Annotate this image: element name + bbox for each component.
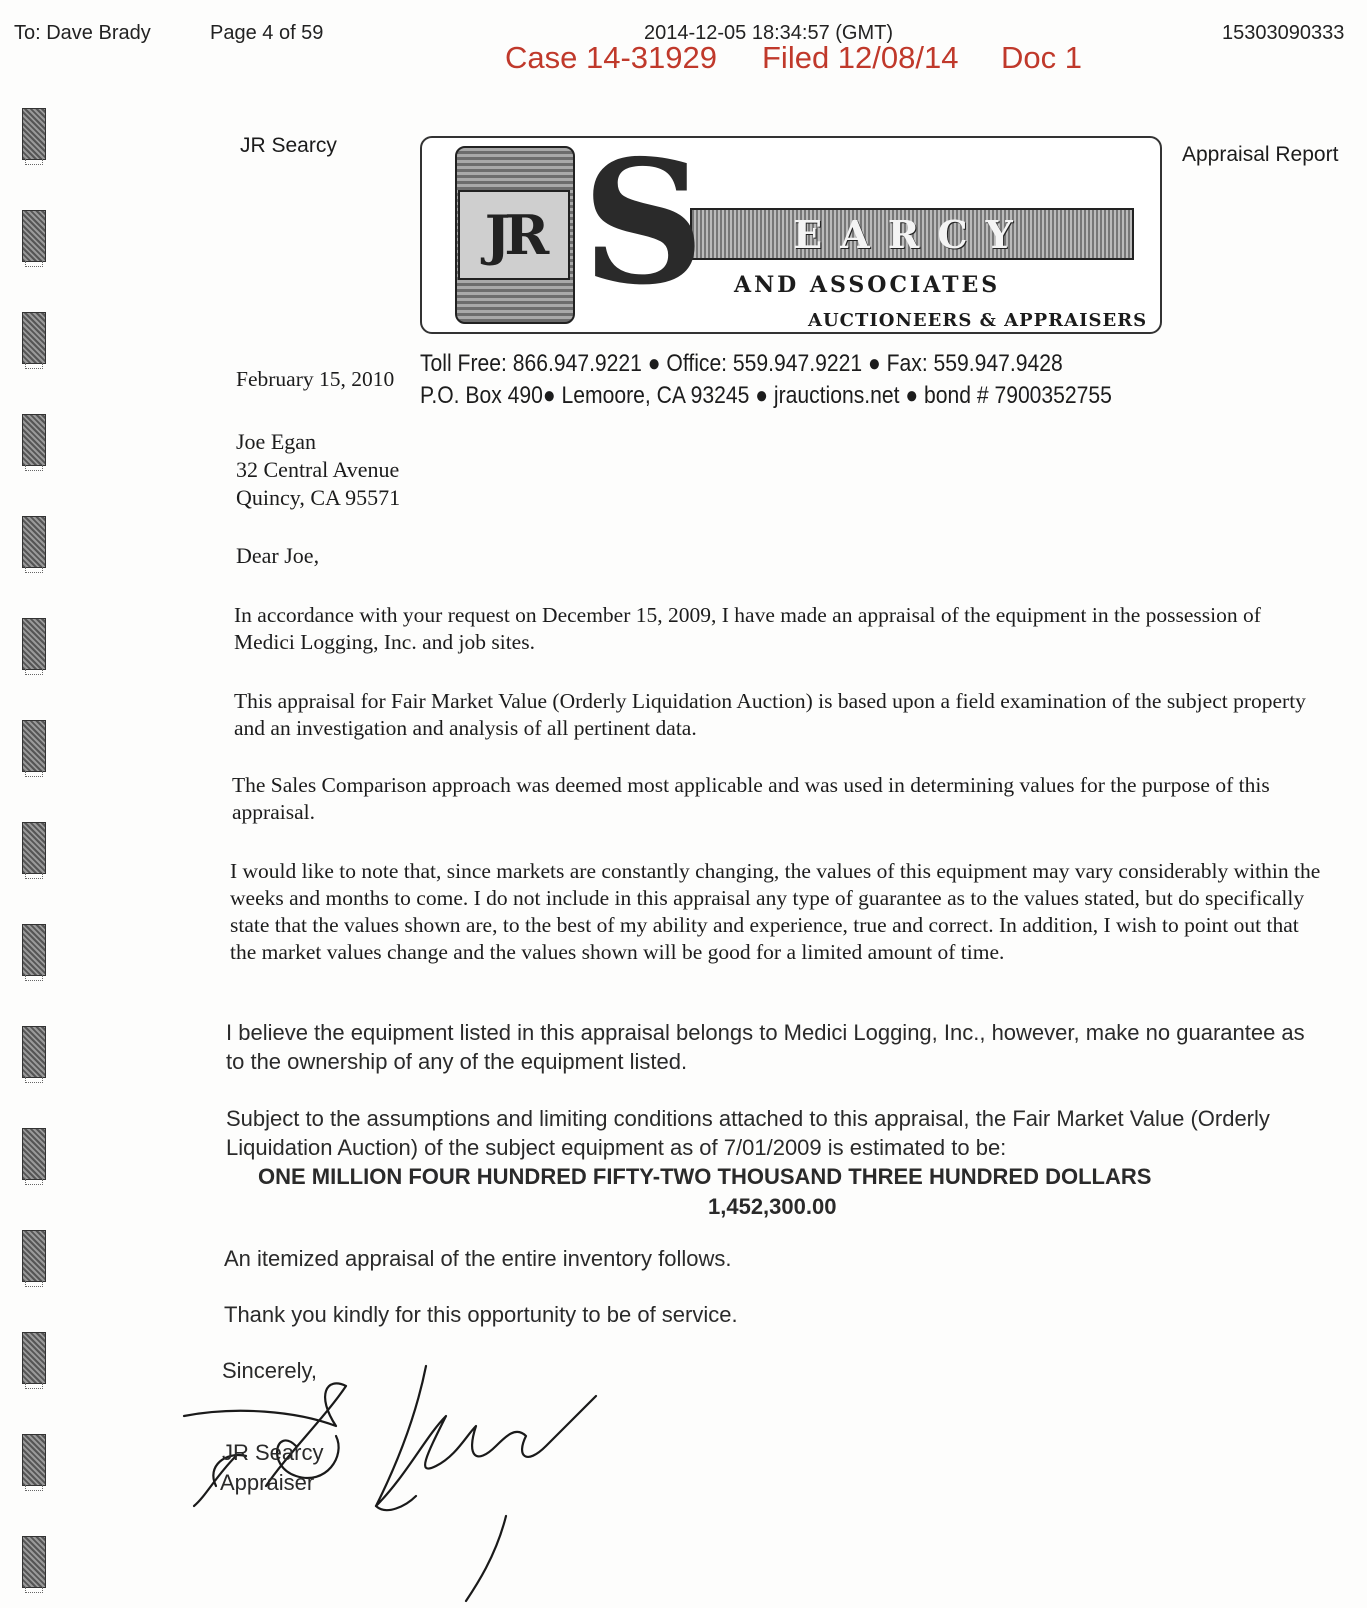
logo-name-bar: EARCY — [690, 208, 1134, 260]
letterhead-name: JR Searcy — [240, 134, 337, 157]
punch-mark — [22, 108, 46, 160]
closing: Sincerely, — [222, 1358, 317, 1383]
punch-mark — [22, 414, 46, 466]
salutation: Dear Joe, — [236, 543, 320, 568]
paragraph-ownership: I believe the equipment listed in this appraisal belongs to Medici Logging, Inc., however, make no guarantee as to the ownership of any of the equipment listed. — [226, 1020, 1305, 1074]
letter-date: February 15, 2010 — [236, 367, 395, 391]
logo-initials: JR — [458, 190, 570, 280]
signer-title: Appraiser — [220, 1470, 315, 1495]
contact-address-line: P.O. Box 490● Lemoore, CA 93245 ● jrauctions.net ● bond # 7900352755 — [420, 382, 1112, 409]
filed-date-stamp: Filed 12/08/14 — [762, 40, 959, 75]
logo-associates: AND ASSOCIATES — [734, 272, 1001, 298]
paragraph-approach: The Sales Comparison approach was deemed most applicable and was used in determining values for the purpose of this appraisal. — [232, 773, 1270, 824]
appraised-amount-words: ONE MILLION FOUR HUNDRED FIFTY-TWO THOUSAND THREE HUNDRED DOLLARS — [258, 1164, 1152, 1189]
punch-mark — [22, 1230, 46, 1282]
case-number-stamp: Case 14-31929 — [505, 40, 717, 75]
punch-mark — [22, 1026, 46, 1078]
punch-mark — [22, 210, 46, 262]
recipient-name: Joe Egan — [236, 429, 317, 454]
appraised-amount-number: 1,452,300.00 — [708, 1194, 837, 1219]
punch-mark — [22, 618, 46, 670]
doc-number-stamp: Doc 1 — [1001, 40, 1082, 75]
thank-you-line: Thank you kindly for this opportunity to be of service. — [224, 1302, 738, 1327]
punch-mark — [22, 720, 46, 772]
recipient-city: Quincy, CA 95571 — [236, 485, 401, 510]
punch-mark — [22, 924, 46, 976]
fax-number: 15303090333 — [1222, 22, 1345, 44]
punch-mark — [22, 1536, 46, 1588]
recipient-street: 32 Central Avenue — [236, 457, 400, 482]
paragraph-value: Subject to the assumptions and limiting conditions attached to this appraisal, the Fair Market Value (Orderly Liquidation Auction) of the subject equipment as of 7/01/2009 is estimated to be: — [226, 1106, 1270, 1160]
punch-mark — [22, 822, 46, 874]
fax-timestamp: 2014-12-05 18:34:57 (GMT) — [644, 22, 894, 44]
punch-mark — [22, 516, 46, 568]
signer-name: JR Searcy — [222, 1440, 324, 1465]
logo-big-letter: S — [582, 123, 705, 323]
fax-recipient: To: Dave Brady — [14, 22, 151, 44]
inventory-note: An itemized appraisal of the entire inventory follows. — [224, 1246, 732, 1271]
paragraph-market-note: I would like to note that, since markets are constantly changing, the values of this equipment may vary considerably within the weeks and months to come. I do not include in this appraisal any type of guarantee as to the values stated, but do specifically state that the values shown are, to the best of my ability and experience, true and correct. In addition, I wish to point out that the market values change and the values shown will be good for a limited amount of time. — [230, 859, 1321, 964]
contact-phone-line: Toll Free: 866.947.9221 ● Office: 559.947.9221 ● Fax: 559.947.9428 — [420, 350, 1063, 377]
logo-subtitle: AUCTIONEERS & APPRAISERS — [808, 310, 1148, 331]
paragraph-basis: This appraisal for Fair Market Value (Orderly Liquidation Auction) is based upon a field examination of the subject property and an investigation and analysis of all pertinent data. — [234, 689, 1306, 740]
letterhead-report-title: Appraisal Report — [1182, 143, 1339, 166]
punch-mark — [22, 1128, 46, 1180]
punch-mark — [22, 312, 46, 364]
paragraph-request: In accordance with your request on December 15, 2009, I have made an appraisal of the equipment in the possession of Medici Logging, Inc. and job sites. — [234, 603, 1261, 654]
fax-page-number: Page 4 of 59 — [210, 22, 324, 44]
punch-mark — [22, 1434, 46, 1486]
punch-mark — [22, 1332, 46, 1384]
